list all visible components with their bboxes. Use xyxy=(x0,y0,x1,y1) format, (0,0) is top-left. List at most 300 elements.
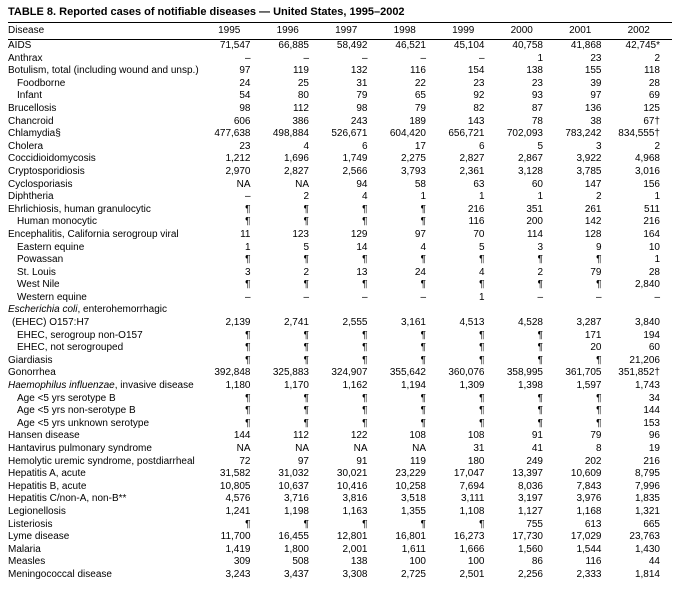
value-cell: 3,197 xyxy=(517,493,543,505)
value-cell: 112 xyxy=(293,430,309,442)
value-cell: 4 xyxy=(420,241,426,253)
value-cell: 10,609 xyxy=(570,468,602,480)
value-cell: 119 xyxy=(293,65,309,77)
value-cell: ¶ xyxy=(303,254,309,266)
column-header-disease: Disease xyxy=(8,23,204,40)
value-cell: 93 xyxy=(531,90,543,102)
value-cell: 665 xyxy=(643,518,660,530)
value-cell: – xyxy=(595,291,602,303)
value-cell: 1,162 xyxy=(342,380,368,392)
value-cell: ¶ xyxy=(420,342,426,354)
value-cell: 2 xyxy=(595,191,602,203)
value-cell: ¶ xyxy=(596,405,602,417)
value-cell: 1,430 xyxy=(634,543,660,555)
value-cell: 3,161 xyxy=(400,317,426,329)
value-cell: ¶ xyxy=(479,392,485,404)
value-cell: ¶ xyxy=(245,518,251,530)
value-cell: 31,032 xyxy=(278,468,309,480)
value-cell: 54 xyxy=(239,90,251,102)
value-cell: 60 xyxy=(531,178,543,190)
value-cell: 216 xyxy=(643,216,660,228)
value-cell: 7,843 xyxy=(576,480,602,492)
value-cell: 28 xyxy=(648,266,660,278)
value-cell: 96 xyxy=(648,430,660,442)
value-cell: NA xyxy=(353,443,368,454)
value-cell: 2 xyxy=(654,140,660,152)
value-cell: 3,518 xyxy=(400,493,426,505)
disease-label: Foodborne xyxy=(17,77,66,89)
value-cell: 3,016 xyxy=(634,165,660,177)
value-cell: 702,093 xyxy=(506,128,543,140)
value-cell: 1,611 xyxy=(401,543,426,555)
table-row xyxy=(8,493,672,506)
value-cell: 1,108 xyxy=(459,505,485,517)
value-cell: ¶ xyxy=(245,254,251,266)
table-row xyxy=(8,304,672,329)
table-row xyxy=(8,40,672,53)
value-cell: 3,243 xyxy=(225,568,251,580)
value-cell: 2 xyxy=(303,191,309,203)
value-cell: – xyxy=(244,52,251,64)
value-cell: ¶ xyxy=(420,254,426,266)
value-cell: 123 xyxy=(292,228,309,240)
table-header-row xyxy=(8,23,672,40)
value-cell: 498,884 xyxy=(272,128,309,140)
value-cell: 11,700 xyxy=(220,531,251,543)
value-cell: 834,555† xyxy=(618,128,660,140)
value-cell: 2,725 xyxy=(400,568,426,580)
value-cell: 2,001 xyxy=(342,543,368,555)
disease-label: Botulism, total (including wound and unsp.) xyxy=(8,65,199,77)
value-cell: 1,800 xyxy=(283,543,309,555)
table-row xyxy=(8,506,672,519)
value-cell: 358,995 xyxy=(506,367,543,379)
value-cell: 1,355 xyxy=(400,505,426,517)
table-title: TABLE 8. Reported cases of notifiable diseases — United States, 1995–2002 xyxy=(8,6,405,18)
value-cell: 58,492 xyxy=(336,40,368,51)
value-cell: ¶ xyxy=(245,354,251,366)
value-cell: ¶ xyxy=(303,392,309,404)
value-cell: 132 xyxy=(350,65,368,77)
value-cell: ¶ xyxy=(362,405,368,417)
value-cell: 508 xyxy=(292,556,309,568)
value-cell: 1,597 xyxy=(576,380,602,392)
value-cell: 5 xyxy=(478,241,485,253)
value-cell: 180 xyxy=(467,455,485,467)
value-cell: 3 xyxy=(537,241,543,253)
value-cell: 67† xyxy=(643,115,660,127)
value-cell: 20 xyxy=(590,342,602,354)
table-row xyxy=(8,166,672,179)
value-cell: – xyxy=(478,52,485,64)
value-cell: ¶ xyxy=(479,329,485,341)
value-cell: 1,241 xyxy=(225,505,251,517)
value-cell: 1,666 xyxy=(459,543,485,555)
value-cell: 17 xyxy=(414,140,426,152)
value-cell: 755 xyxy=(526,518,543,530)
value-cell: 2,840 xyxy=(634,279,660,291)
value-cell: 171 xyxy=(584,329,602,341)
value-cell: 1 xyxy=(654,191,660,203)
value-cell: 3,976 xyxy=(576,493,602,505)
value-cell: 31,582 xyxy=(219,468,251,480)
value-cell: 1,398 xyxy=(517,380,543,392)
value-cell: ¶ xyxy=(596,254,602,266)
value-cell: 6 xyxy=(478,140,485,152)
value-cell: ¶ xyxy=(537,417,543,429)
value-cell: – xyxy=(244,291,251,303)
value-cell: 9 xyxy=(595,241,602,253)
value-cell: – xyxy=(244,191,251,203)
value-cell: ¶ xyxy=(479,405,485,417)
value-cell: 2 xyxy=(303,266,309,278)
table-row xyxy=(8,53,672,66)
disease-label: Human monocytic xyxy=(17,216,98,228)
value-cell: 114 xyxy=(527,228,543,240)
column-header-year: 1999 xyxy=(438,23,497,40)
value-cell: ¶ xyxy=(303,417,309,429)
table-row xyxy=(8,191,672,204)
value-cell: 656,721 xyxy=(448,128,485,140)
value-cell: 119 xyxy=(410,455,426,467)
value-cell: 3,128 xyxy=(517,165,543,177)
value-cell: 13 xyxy=(356,266,368,278)
value-cell: 200 xyxy=(526,216,543,228)
disease-label: West Nile xyxy=(17,279,60,291)
value-cell: 31 xyxy=(356,77,368,89)
value-cell: ¶ xyxy=(245,203,251,215)
value-cell: 1,127 xyxy=(517,505,543,517)
value-cell: ¶ xyxy=(537,342,543,354)
value-cell: 16,273 xyxy=(453,531,485,543)
disease-label: AIDS xyxy=(8,40,32,51)
value-cell: 79 xyxy=(414,102,426,114)
value-cell: 153 xyxy=(643,417,660,429)
disease-label: Giardiasis xyxy=(8,354,53,366)
table-row xyxy=(8,279,672,292)
value-cell: 324,907 xyxy=(331,367,368,379)
value-cell: 22 xyxy=(414,77,426,89)
value-cell: ¶ xyxy=(362,203,368,215)
value-cell: ¶ xyxy=(420,279,426,291)
value-cell: 4 xyxy=(303,140,309,152)
value-cell: 1 xyxy=(244,241,251,253)
value-cell: 31 xyxy=(473,443,485,454)
value-cell: 41,868 xyxy=(570,40,602,51)
table-row xyxy=(8,342,672,355)
value-cell: 3,785 xyxy=(576,165,602,177)
value-cell: 46,521 xyxy=(395,40,426,51)
value-cell: 16,801 xyxy=(395,531,426,543)
value-cell: 10,416 xyxy=(336,480,368,492)
value-cell: 144 xyxy=(643,405,660,417)
table-row xyxy=(8,90,672,103)
value-cell: 2,555 xyxy=(342,317,368,329)
disease-label: Meningococcal disease xyxy=(8,568,112,580)
value-cell: 351,852† xyxy=(618,367,660,379)
value-cell: – xyxy=(361,291,368,303)
disease-label: Coccidioidomycosis xyxy=(8,153,96,165)
value-cell: ¶ xyxy=(245,342,251,354)
value-cell: 3,793 xyxy=(400,165,426,177)
value-cell: 2,361 xyxy=(459,165,485,177)
value-cell: – xyxy=(420,291,426,303)
value-cell: 118 xyxy=(644,65,660,77)
value-cell: 361,705 xyxy=(565,367,602,379)
table-row xyxy=(8,355,672,368)
table-row xyxy=(8,380,672,393)
disease-label: Brucellosis xyxy=(8,102,57,114)
value-cell: 1 xyxy=(420,191,426,203)
disease-label: EHEC, serogroup non-O157 xyxy=(17,329,143,341)
value-cell: 2,256 xyxy=(517,568,543,580)
value-cell: 1,560 xyxy=(517,543,543,555)
table-row xyxy=(8,116,672,129)
value-cell: 80 xyxy=(297,90,309,102)
disease-label: St. Louis xyxy=(17,266,56,278)
value-cell: 783,242 xyxy=(565,128,602,140)
value-cell: 8,036 xyxy=(517,480,543,492)
value-cell: 16,455 xyxy=(278,531,309,543)
value-cell: 63 xyxy=(473,178,485,190)
value-cell: ¶ xyxy=(420,216,426,228)
value-cell: 155 xyxy=(584,65,602,77)
value-cell: 23 xyxy=(473,77,485,89)
value-cell: 606 xyxy=(233,115,251,127)
value-cell: 116 xyxy=(468,216,485,228)
value-cell: ¶ xyxy=(245,329,251,341)
value-cell: 1 xyxy=(478,191,485,203)
value-cell: – xyxy=(303,52,309,64)
disease-label: Hantavirus pulmonary syndrome xyxy=(8,443,152,454)
table-row xyxy=(8,204,672,217)
value-cell: 125 xyxy=(643,102,660,114)
value-cell: 4 xyxy=(478,266,485,278)
table-row xyxy=(8,544,672,557)
value-cell: 477,638 xyxy=(214,128,251,140)
value-cell: 216 xyxy=(643,455,660,467)
value-cell: ¶ xyxy=(362,329,368,341)
table-row xyxy=(8,179,672,192)
table-row xyxy=(8,393,672,406)
value-cell: – xyxy=(303,291,309,303)
value-cell: 1,198 xyxy=(283,505,309,517)
value-cell: 2,827 xyxy=(283,165,309,177)
value-cell: ¶ xyxy=(479,254,485,266)
value-cell: 23,763 xyxy=(629,531,660,543)
value-cell: 392,848 xyxy=(214,367,251,379)
value-cell: 30,021 xyxy=(336,468,368,480)
value-cell: 91 xyxy=(356,455,368,467)
disease-label: Hepatitis C/non-A, non-B** xyxy=(8,493,127,505)
value-cell: 1,180 xyxy=(225,380,251,392)
value-cell: 97 xyxy=(590,90,602,102)
disease-label: Hansen disease xyxy=(8,430,80,442)
value-cell: NA xyxy=(412,443,426,454)
value-cell: 261 xyxy=(584,203,602,215)
table-row xyxy=(8,456,672,469)
value-cell: 7,996 xyxy=(634,480,660,492)
value-cell: 97 xyxy=(239,65,251,77)
value-cell: 2 xyxy=(537,266,543,278)
value-cell: 87 xyxy=(531,102,543,114)
value-cell: ¶ xyxy=(362,417,368,429)
value-cell: ¶ xyxy=(303,216,309,228)
disease-label: Chlamydia§ xyxy=(8,128,61,140)
value-cell: 144 xyxy=(233,430,251,442)
disease-label: Cyclosporiasis xyxy=(8,178,73,190)
value-cell: ¶ xyxy=(537,279,543,291)
value-cell: 92 xyxy=(473,90,485,102)
value-cell: 1,170 xyxy=(283,380,309,392)
disease-label: Eastern equine xyxy=(17,241,85,253)
value-cell: 2,970 xyxy=(225,165,251,177)
table-row xyxy=(8,103,672,116)
value-cell: 1,163 xyxy=(342,505,368,517)
value-cell: 112 xyxy=(293,102,309,114)
disease-label: Malaria xyxy=(8,543,41,555)
value-cell: 108 xyxy=(409,430,426,442)
value-cell: 34 xyxy=(648,392,660,404)
disease-label: Powassan xyxy=(17,254,64,266)
value-cell: ¶ xyxy=(245,392,251,404)
table-row xyxy=(8,418,672,431)
table-row xyxy=(8,242,672,255)
column-header-year: 1998 xyxy=(380,23,439,40)
value-cell: 3,287 xyxy=(576,317,602,329)
value-cell: 1,544 xyxy=(576,543,602,555)
value-cell: ¶ xyxy=(420,405,426,417)
value-cell: ¶ xyxy=(479,417,485,429)
value-cell: ¶ xyxy=(362,216,368,228)
disease-label: Infant xyxy=(17,90,43,102)
value-cell: 4,528 xyxy=(517,317,543,329)
value-cell: 23 xyxy=(590,52,602,64)
value-cell: 243 xyxy=(350,115,368,127)
value-cell: 116 xyxy=(585,556,602,568)
value-cell: 3,308 xyxy=(342,568,368,580)
value-cell: 23,229 xyxy=(395,468,426,480)
table-row xyxy=(8,216,672,229)
value-cell: ¶ xyxy=(362,279,368,291)
value-cell: ¶ xyxy=(537,392,543,404)
value-cell: 39 xyxy=(590,77,602,89)
value-cell: 3,922 xyxy=(576,153,602,165)
value-cell: 91 xyxy=(531,430,543,442)
value-cell: ¶ xyxy=(420,417,426,429)
value-cell: 154 xyxy=(467,65,485,77)
value-cell: 1,696 xyxy=(283,153,309,165)
value-cell: ¶ xyxy=(420,392,426,404)
value-cell: 216 xyxy=(467,203,485,215)
value-cell: 613 xyxy=(584,518,602,530)
value-cell: ¶ xyxy=(303,329,309,341)
value-cell: – xyxy=(654,291,660,303)
value-cell: ¶ xyxy=(362,392,368,404)
value-cell: 1 xyxy=(537,52,543,64)
value-cell: ¶ xyxy=(596,417,602,429)
value-cell: 98 xyxy=(239,102,251,114)
value-cell: 2 xyxy=(654,52,660,64)
value-cell: 249 xyxy=(526,455,543,467)
value-cell: 79 xyxy=(356,90,368,102)
value-cell: ¶ xyxy=(245,216,251,228)
value-cell: 3 xyxy=(595,140,602,152)
table-row xyxy=(8,468,672,481)
value-cell: 3,840 xyxy=(634,317,660,329)
value-cell: 13,397 xyxy=(512,468,543,480)
value-cell: 138 xyxy=(350,556,368,568)
value-cell: 10,805 xyxy=(219,480,251,492)
value-cell: ¶ xyxy=(303,279,309,291)
value-cell: 44 xyxy=(648,556,660,568)
value-cell: 1,419 xyxy=(225,543,251,555)
value-cell: ¶ xyxy=(362,518,368,530)
value-cell: – xyxy=(361,52,368,64)
value-cell: 66,885 xyxy=(278,40,309,51)
value-cell: 69 xyxy=(648,90,660,102)
value-cell: 142 xyxy=(584,216,602,228)
value-cell: 3 xyxy=(244,266,251,278)
value-cell: ¶ xyxy=(596,392,602,404)
value-cell: 21,206 xyxy=(629,354,660,366)
disease-label: Anthrax xyxy=(8,52,43,64)
value-cell: ¶ xyxy=(245,417,251,429)
value-cell: 351 xyxy=(526,203,543,215)
value-cell: ¶ xyxy=(303,342,309,354)
value-cell: 325,883 xyxy=(272,367,309,379)
value-cell: 100 xyxy=(409,556,426,568)
value-cell: 79 xyxy=(590,430,602,442)
value-cell: 71,547 xyxy=(219,40,251,51)
value-cell: 65 xyxy=(414,90,426,102)
value-cell: 1 xyxy=(478,291,485,303)
value-cell: 17,730 xyxy=(512,531,543,543)
value-cell: 1 xyxy=(654,254,660,266)
value-cell: 78 xyxy=(531,115,543,127)
value-cell: 355,642 xyxy=(389,367,426,379)
value-cell: ¶ xyxy=(362,354,368,366)
value-cell: – xyxy=(420,52,426,64)
value-cell: 45,104 xyxy=(453,40,485,51)
value-cell: 86 xyxy=(531,556,543,568)
disease-label: Lyme disease xyxy=(8,531,70,543)
disease-label: Age <5 yrs non-serotype B xyxy=(17,405,136,417)
value-cell: 24 xyxy=(239,77,251,89)
value-cell: 128 xyxy=(584,228,602,240)
disease-label: Gonorrhea xyxy=(8,367,56,379)
value-cell: 72 xyxy=(239,455,251,467)
value-cell: 38 xyxy=(590,115,602,127)
value-cell: 1,749 xyxy=(342,153,368,165)
value-cell: 4,513 xyxy=(459,317,485,329)
value-cell: ¶ xyxy=(303,354,309,366)
value-cell: 156 xyxy=(643,178,660,190)
disease-label: Ehrlichiosis, human granulocytic xyxy=(8,203,151,215)
notifiable-diseases-table xyxy=(8,22,672,582)
value-cell: ¶ xyxy=(362,254,368,266)
value-cell: ¶ xyxy=(420,518,426,530)
value-cell: 2,566 xyxy=(342,165,368,177)
value-cell: 2,741 xyxy=(283,317,309,329)
value-cell: 19 xyxy=(648,443,660,454)
value-cell: 129 xyxy=(350,228,368,240)
value-cell: ¶ xyxy=(420,329,426,341)
value-cell: ¶ xyxy=(362,342,368,354)
value-cell: 189 xyxy=(409,115,426,127)
table-row xyxy=(8,128,672,141)
table-row xyxy=(8,519,672,532)
